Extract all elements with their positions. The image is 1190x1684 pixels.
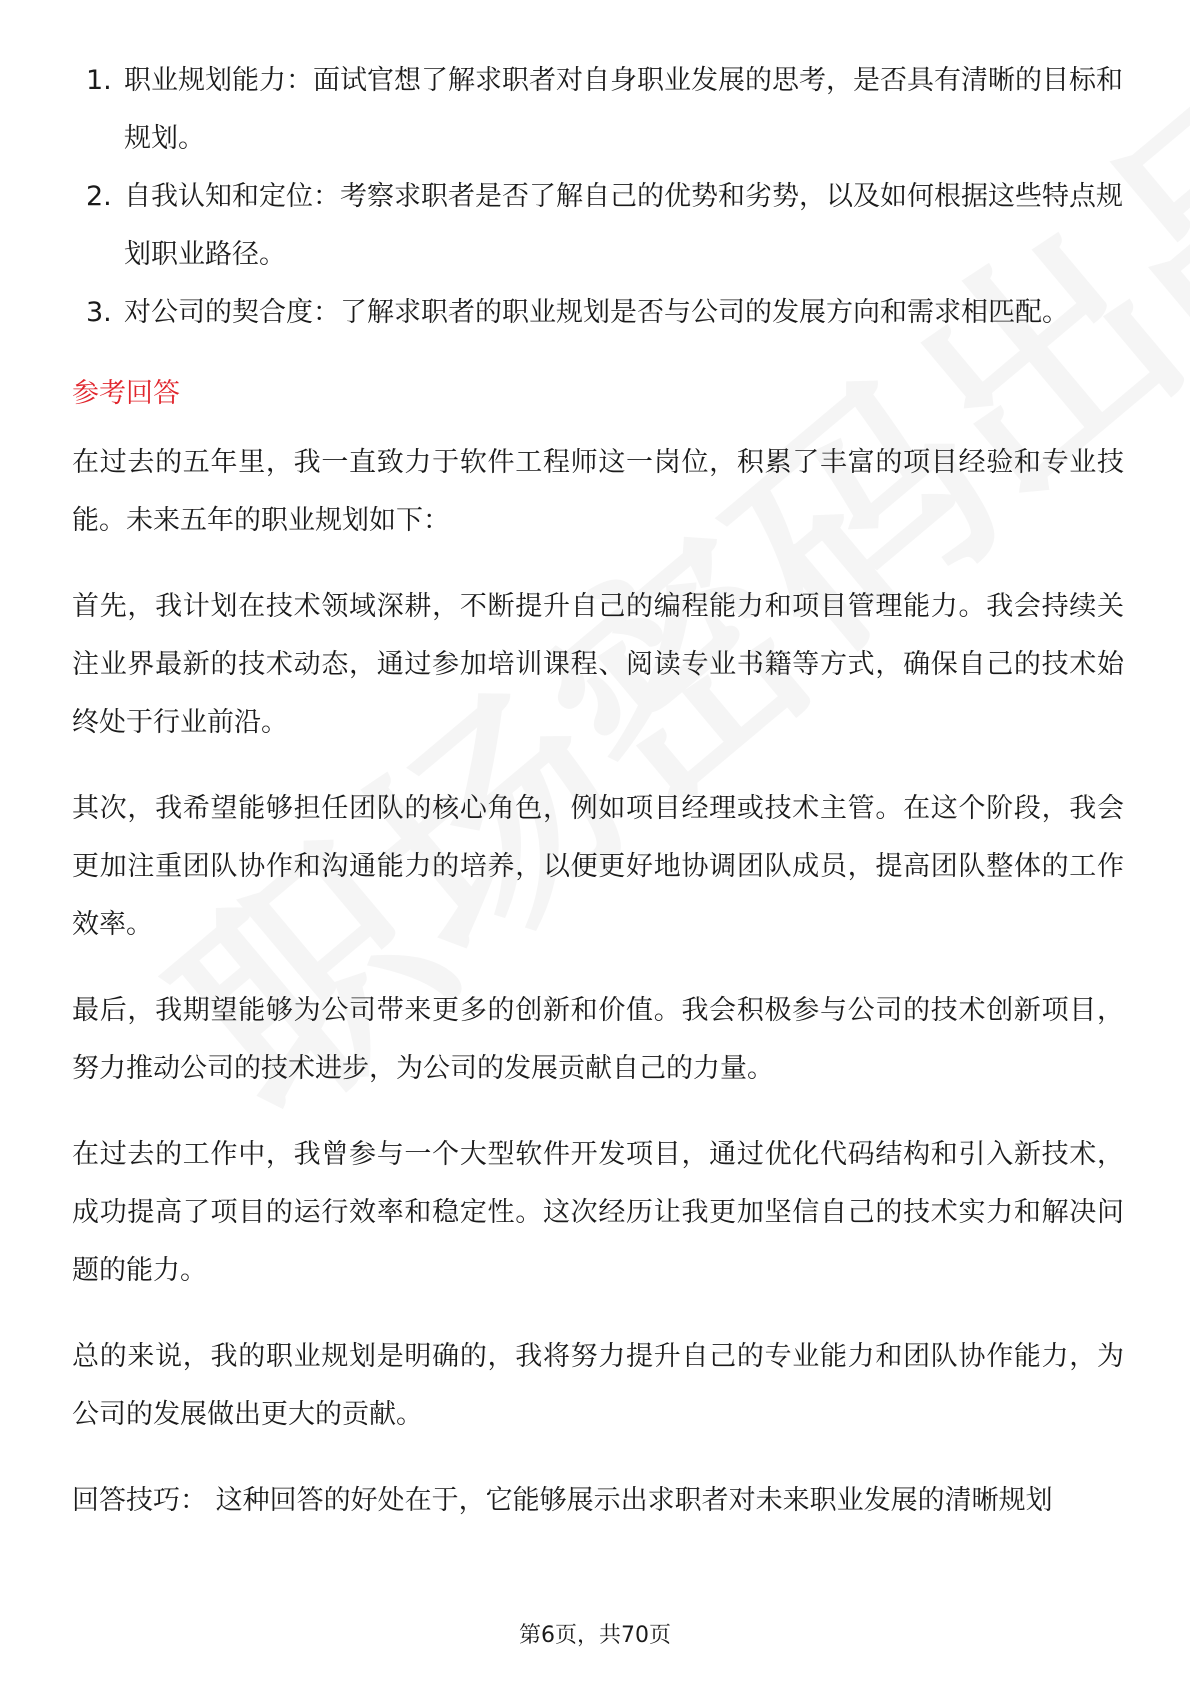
list-item-number: 1.: [86, 65, 112, 96]
paragraph: 总的来说，我的职业规划是明确的，我将努力提升自己的专业能力和团队协作能力，为公司的发展做出更大的贡献。: [72, 1341, 1124, 1430]
paragraph: 最后，我期望能够为公司带来更多的创新和价值。我会积极参与公司的技术创新项目，努力推动公司的技术进步，为公司的发展贡献自己的力量。: [72, 995, 1124, 1084]
list-item-text: 对公司的契合度：了解求职者的职业规划是否与公司的发展方向和需求相匹配。: [124, 297, 1069, 328]
paragraph: 首先，我计划在技术领域深耕，不断提升自己的编程能力和项目管理能力。我会持续关注业界最新的技术动态，通过参加培训课程、阅读专业书籍等方式，确保自己的技术始终处于行业前沿。: [72, 591, 1124, 738]
page-footer: 第6页，共70页: [519, 1623, 671, 1648]
paragraph: 在过去的五年里，我一直致力于软件工程师这一岗位，积累了丰富的项目经验和专业技能。未来五年的职业规划如下：: [72, 447, 1124, 536]
list-item: [72, 284, 1124, 342]
page-content: [72, 52, 1124, 1558]
paragraph: 在过去的工作中，我曾参与一个大型软件开发项目，通过优化代码结构和引入新技术，成功提高了项目的运行效率和稳定性。这次经历让我更加坚信自己的技术实力和解决问题的能力。: [72, 1139, 1124, 1286]
list-item-number: 2.: [86, 181, 112, 212]
list-item: [72, 168, 1124, 284]
list-item: [72, 52, 1124, 168]
list-item-text: 自我认知和定位：考察求职者是否了解自己的优势和劣势，以及如何根据这些特点规划职业路径。: [124, 181, 1123, 270]
section-heading-reference-answer: 参考回答: [72, 378, 180, 409]
paragraph-answer-tips: 回答技巧： 这种回答的好处在于，它能够展示出求职者对未来职业发展的清晰规划: [72, 1485, 1053, 1516]
paragraph: 其次，我希望能够担任团队的核心角色，例如项目经理或技术主管。在这个阶段，我会更加注重团队协作和沟通能力的培养，以便更好地协调团队成员，提高团队整体的工作效率。: [72, 793, 1124, 940]
list-item-text: 职业规划能力：面试官想了解求职者对自身职业发展的思考，是否具有清晰的目标和规划。: [124, 65, 1123, 154]
criteria-list: [72, 52, 1124, 342]
list-item-number: 3.: [86, 297, 112, 328]
